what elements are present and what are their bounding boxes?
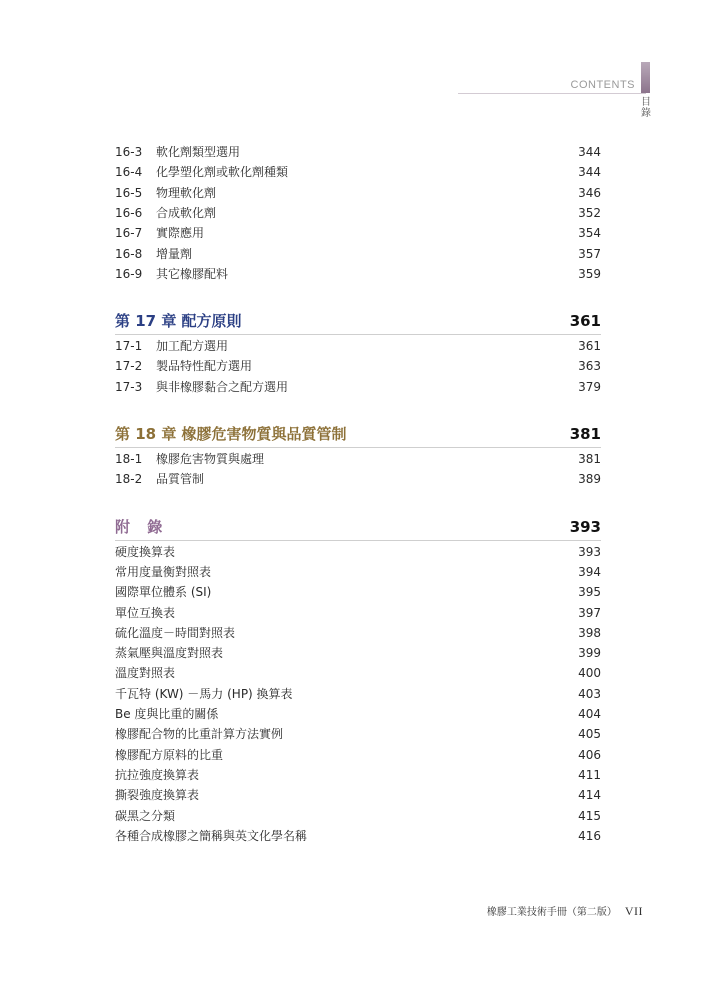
toc-entry[interactable] [115,264,601,284]
section-number: 16-9 [115,266,143,281]
section-number: 17-2 [115,359,143,374]
entry-title: 製品特性配方選用 [156,359,253,374]
chapter-title: 第 18 章 橡膠危害物質與品質管制 [115,425,347,443]
section-tab-marker [641,62,650,93]
entry-title: 橡膠配合物的比重計算方法實例 [115,727,284,742]
entry-page-number: 403 [578,686,601,701]
toc-entry[interactable] [115,582,601,602]
section-number: 16-3 [115,145,143,159]
entry-title: 增量劑 [156,246,193,261]
entry-title: 千瓦特 (KW) －馬力 (HP) 換算表 [115,686,293,701]
chapter-page-number: 393 [569,517,601,536]
entry-page-number: 363 [578,359,601,374]
entry-title: 與非橡膠黏合之配方選用 [156,379,289,394]
toc-entry[interactable] [115,623,601,643]
entry-title: 常用度量衡對照表 [115,564,212,579]
entry-page-number: 344 [578,145,601,159]
chapter-title: 第 17 章 配方原則 [115,312,242,331]
entry-title: 其它橡膠配料 [156,266,229,281]
entry-page-number: 379 [578,379,601,394]
toc-entry[interactable] [115,183,601,203]
entry-page-number: 389 [578,472,601,487]
entry-page-number: 381 [578,452,601,466]
section-number: 16-7 [115,226,143,241]
entry-title: 撕裂強度換算表 [115,788,200,803]
entry-page-number: 414 [578,788,601,803]
entry-title: 品質管制 [156,472,205,487]
entry-page-number: 346 [578,185,601,200]
chapter-heading[interactable] [115,422,601,446]
entry-title: 硬度換算表 [115,544,176,559]
toc-entry[interactable] [115,704,601,724]
toc-entry[interactable] [115,785,601,805]
section-number: 18-2 [115,472,143,487]
entry-title: 合成軟化劑 [156,205,217,220]
page-footer [487,903,643,919]
entry-page-number: 405 [578,727,601,742]
section-number: 16-6 [115,205,143,220]
entry-title: 溫度對照表 [115,666,176,681]
entry-title: 單位互換表 [115,605,176,620]
section-number: 17-1 [115,339,143,354]
entry-page-number: 406 [578,747,601,762]
section-number: 17-3 [115,379,143,394]
entry-page-number: 411 [578,767,601,782]
entry-page-number: 416 [578,828,601,843]
section-number: 18-1 [115,452,143,466]
toc-entry[interactable] [115,336,601,356]
toc-entry[interactable] [115,223,601,243]
entry-title: 抗拉強度換算表 [115,767,200,782]
chapter-rule [115,540,601,541]
entry-page-number: 352 [578,205,601,220]
toc-entry[interactable] [115,162,601,182]
entry-title: 加工配方選用 [156,339,229,354]
toc-entry[interactable] [115,724,601,744]
chapter-rule [115,334,601,335]
entry-page-number: 415 [578,808,601,823]
entry-page-number: 400 [578,666,601,681]
entry-title: 國際單位體系 (SI) [115,585,212,600]
entry-page-number: 361 [578,339,601,354]
entry-title: Be 度與比重的關係 [115,707,219,721]
toc-entry[interactable] [115,643,601,663]
toc-entry[interactable] [115,562,601,582]
toc-entry[interactable] [115,244,601,264]
entry-page-number: 395 [578,585,601,600]
chapter-page-number: 361 [569,312,601,331]
entry-title: 硫化溫度－時間對照表 [115,625,236,640]
entry-page-number: 344 [578,165,601,180]
toc-entry[interactable] [115,765,601,785]
chapter-heading[interactable] [115,515,601,539]
toc-entry[interactable] [115,469,601,489]
entry-title: 橡膠配方原料的比重 [115,747,224,762]
entry-title: 實際應用 [156,226,205,241]
toc-entry[interactable] [115,745,601,765]
contents-label: CONTENTS [570,79,635,91]
mulu-vertical-label: 目錄 [641,97,651,119]
entry-page-number: 398 [578,625,601,640]
chapter-rule [115,447,601,448]
toc-entry[interactable] [115,542,601,562]
toc-entry[interactable] [115,806,601,826]
header-rule [458,93,646,94]
entry-page-number: 397 [578,605,601,620]
entry-page-number: 393 [578,544,601,559]
toc-entry[interactable] [115,377,601,397]
section-number: 16-5 [115,185,143,200]
entry-page-number: 357 [578,246,601,261]
entry-title: 橡膠危害物質與處理 [156,452,265,466]
book-title: 橡膠工業技術手冊（第二版） [486,907,617,918]
toc-entry[interactable] [115,449,601,469]
toc-entry[interactable] [115,142,601,162]
toc-entry[interactable] [115,203,601,223]
entry-title: 各種合成橡膠之簡稱與英文化學名稱 [115,828,308,843]
entry-title: 化學塑化劑或軟化劑種類 [156,165,289,180]
entry-page-number: 359 [578,266,601,281]
chapter-heading[interactable] [115,309,601,333]
entry-title: 軟化劑類型選用 [156,145,241,159]
entry-page-number: 399 [578,646,601,661]
toc-entry[interactable] [115,663,601,683]
page-number: VII [624,904,643,918]
section-number: 16-4 [115,165,143,180]
section-number: 16-8 [115,246,143,261]
toc-entry[interactable] [115,603,601,623]
entry-page-number: 404 [578,707,601,721]
toc-entry[interactable] [115,684,601,704]
chapter-page-number: 381 [569,425,601,443]
entry-page-number: 354 [578,226,601,241]
chapter-title: 附 錄 [115,517,169,536]
toc-entry[interactable] [115,826,601,846]
toc-entry[interactable] [115,356,601,376]
entry-title: 碳黑之分類 [115,808,176,823]
entry-title: 物理軟化劑 [156,185,217,200]
entry-title: 蒸氣壓與溫度對照表 [115,646,224,661]
entry-page-number: 394 [578,564,601,579]
